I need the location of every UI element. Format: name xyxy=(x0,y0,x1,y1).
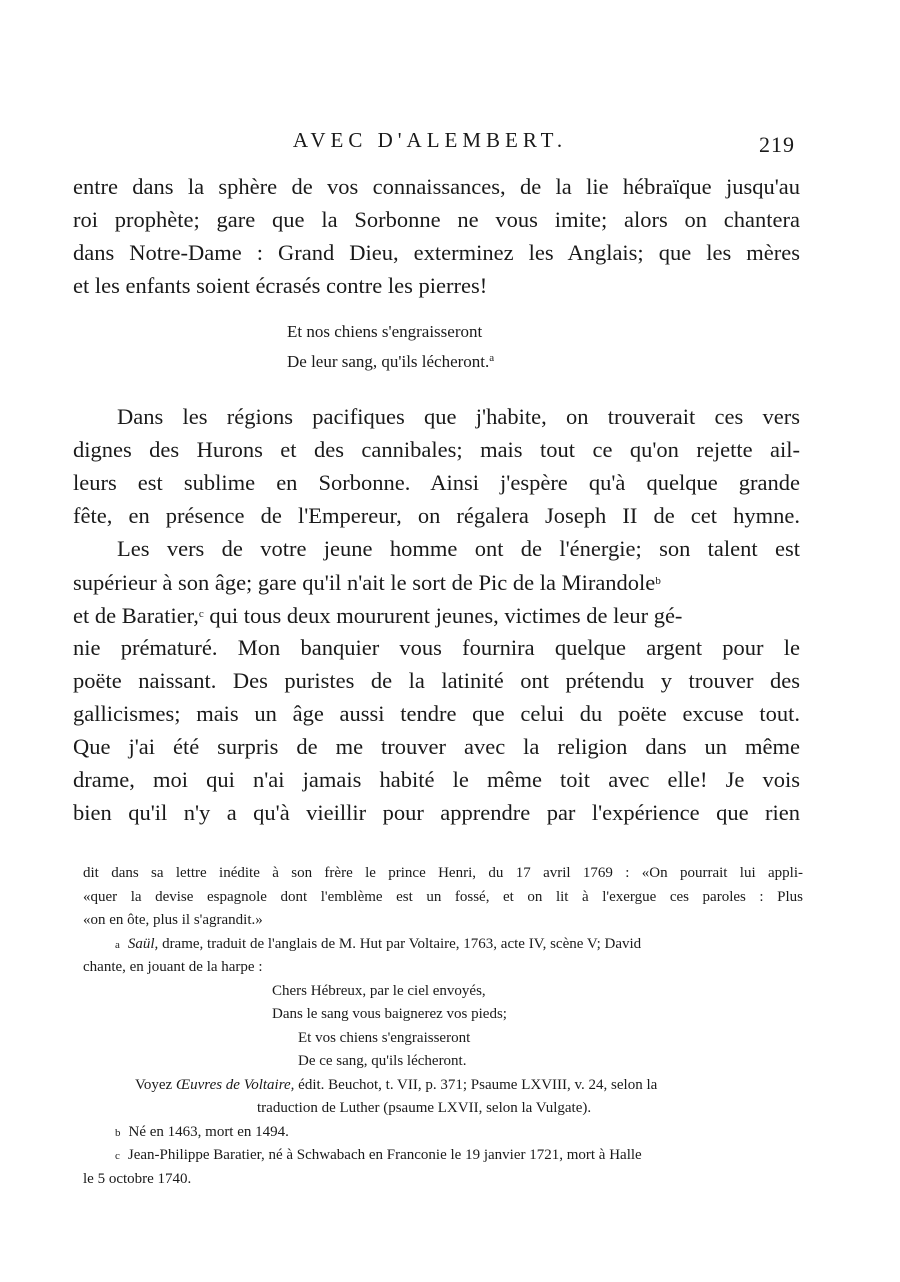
text-line: Les vers de votre jeune homme ont de l'énergie; son talent est xyxy=(117,536,800,561)
text-line: Que j'ai été surpris de me trouver avec la religion dans un même xyxy=(73,734,800,759)
footnote-line: «on en ôte, plus il s'agrandit.» xyxy=(83,912,263,928)
footnote-b xyxy=(83,1121,803,1145)
footnote-c xyxy=(83,1144,803,1168)
verse-quote xyxy=(287,318,494,375)
text-line: nie prématuré. Mon banquier vous fournira quelque argent pour le xyxy=(73,635,800,660)
footnote-text: Né en 1463, mort en 1494. xyxy=(128,1123,289,1140)
footnote-line xyxy=(83,1074,803,1098)
verse-line-text: De leur sang, qu'ils lécheront. xyxy=(287,352,490,371)
footnote-text: Voyez xyxy=(135,1076,176,1093)
paragraph-2 xyxy=(73,400,800,829)
running-head xyxy=(0,128,900,158)
footnote-title: Saül, xyxy=(127,935,159,952)
footnote-marker-b: b xyxy=(115,1126,121,1139)
verse-line xyxy=(287,345,494,375)
paragraph-1 xyxy=(73,170,800,302)
footnote-verse-line: Dans le sang vous baignerez vos pieds; xyxy=(272,1006,507,1022)
text-line: bien qu'il n'y a qu'à vieillir pour apprendre par l'expérience que rien xyxy=(73,800,800,825)
footnote-a xyxy=(83,933,803,957)
footnote-ref-b: b xyxy=(655,575,661,587)
footnote-line: traduction de Luther (psaume LXVII, selon la Vulgate). xyxy=(257,1100,592,1116)
text-line-body: et de Baratier, xyxy=(73,603,199,628)
text-line: fête, en présence de l'Empereur, on régalera Joseph II de cet hymne. xyxy=(73,503,800,528)
footnote-marker-a: a xyxy=(115,938,120,951)
footnotes xyxy=(83,862,803,1191)
text-line: entre dans la sphère de vos connaissances, de la lie hébraïque jusqu'au xyxy=(73,174,800,199)
footnote-verse-line: De ce sang, qu'ils lécheront. xyxy=(298,1053,467,1069)
text-line xyxy=(73,598,800,631)
footnote-line: chante, en jouant de la harpe : xyxy=(83,959,263,975)
verse-line: Et nos chiens s'engraisseront xyxy=(287,322,483,341)
text-line: gallicismes; mais un âge aussi tendre que celui du poëte excuse tout. xyxy=(73,701,800,726)
footnote-ref-a: a xyxy=(489,352,495,364)
text-line: dans Notre-Dame : Grand Dieu, exterminez les Anglais; que les mères xyxy=(73,240,800,265)
running-title: AVEC D'ALEMBERT. xyxy=(292,128,568,152)
footnote-text: édit. Beuchot, t. VII, p. 371; Psaume LXVIII, v. 24, selon la xyxy=(294,1076,658,1093)
footnote-ref-c: c xyxy=(198,608,204,620)
page-number: 219 xyxy=(759,132,795,157)
footnote-text: drame, traduit de l'anglais de M. Hut par Voltaire, 1763, acte IV, scène V; David xyxy=(158,935,642,952)
text-line xyxy=(73,565,800,598)
footnote-line: le 5 octobre 1740. xyxy=(83,1170,192,1187)
text-line: roi prophète; gare que la Sorbonne ne vous imite; alors on chantera xyxy=(73,207,800,232)
footnote-text: Jean-Philippe Baratier, né à Schwabach en Franconie le 19 janvier 1721, mort à Halle xyxy=(127,1147,642,1163)
text-line: et les enfants soient écrasés contre les pierres! xyxy=(73,273,488,298)
footnote-line: dit dans sa lettre inédite à son frère le prince Henri, du 17 avril 1769 : «On pourrait lui appli- xyxy=(83,865,803,881)
text-line: Dans les régions pacifiques que j'habite, on trouverait ces vers xyxy=(117,404,800,429)
text-line-body: supérieur à son âge; gare qu'il n'ait le sort de Pic de la Mirandole xyxy=(73,570,656,595)
text-line: poëte naissant. Des puristes de la latinité ont prétendu y trouver des xyxy=(73,668,800,693)
text-line: dignes des Hurons et des cannibales; mais tout ce qu'on rejette ail- xyxy=(73,437,800,462)
footnote-verse-line: Et vos chiens s'engraisseront xyxy=(298,1029,471,1046)
footnote-title: Œuvres de Voltaire, xyxy=(175,1076,295,1093)
text-line-body: qui tous deux moururent jeunes, victimes de leur gé- xyxy=(203,603,683,628)
footnote-verse-line: Chers Hébreux, par le ciel envoyés, xyxy=(272,982,486,999)
text-line: drame, moi qui n'ai jamais habité le même toit avec elle! Je vois xyxy=(73,767,800,792)
footnote-marker-c: c xyxy=(115,1150,120,1162)
footnote-line: «quer la devise espagnole dont l'emblème est un fossé, et on lit à l'exergue ces paroles : Plus xyxy=(83,888,803,905)
text-line: leurs est sublime en Sorbonne. Ainsi j'espère qu'à quelque grande xyxy=(73,470,800,495)
